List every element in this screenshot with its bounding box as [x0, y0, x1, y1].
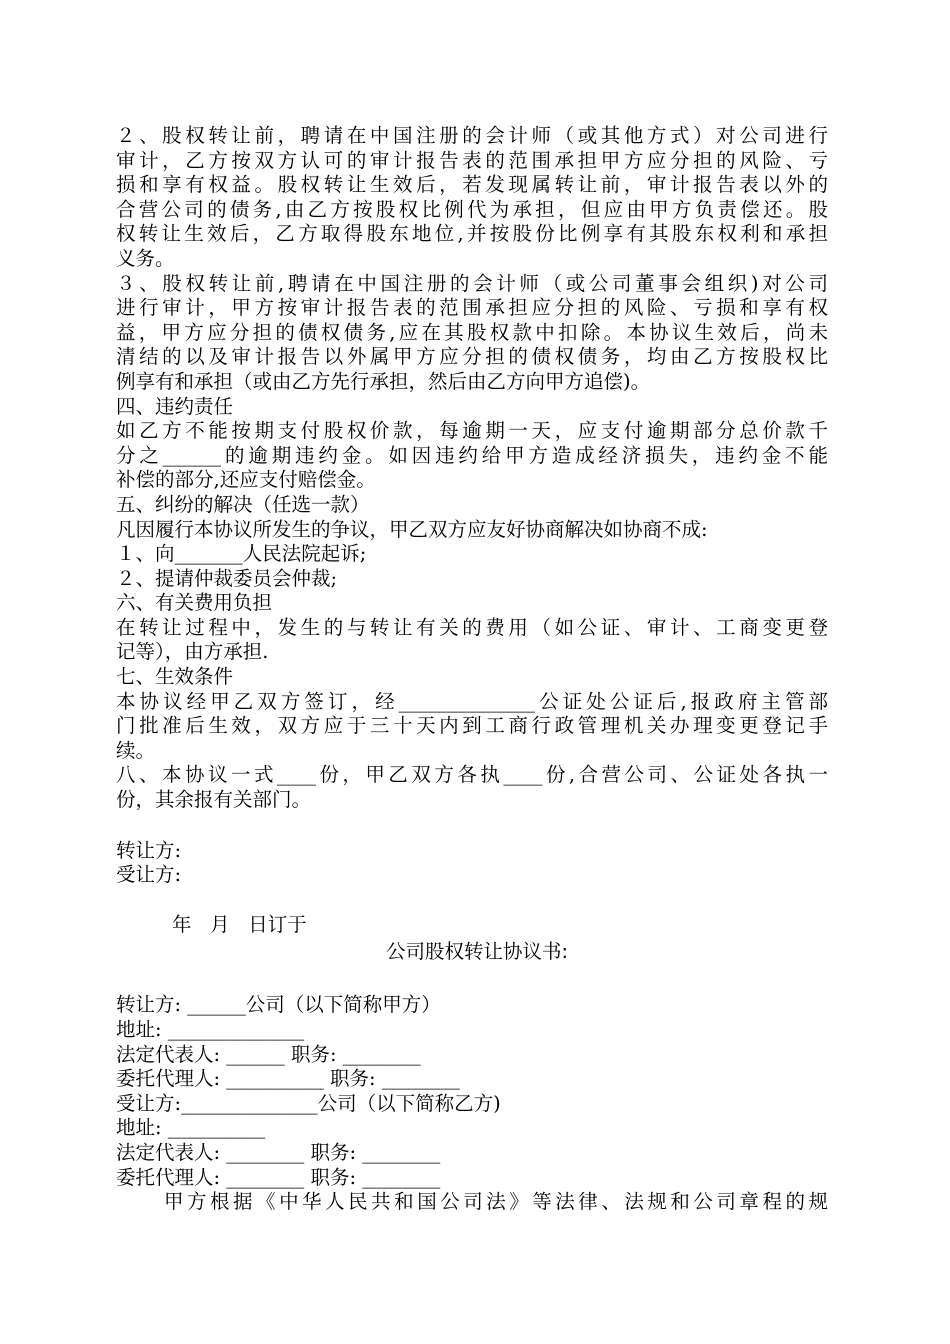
party-line: 地址: __________	[116, 1116, 266, 1140]
spacer	[116, 813, 828, 839]
date-line: 年 月 日订于	[172, 912, 307, 936]
clause-line: 合营公司的债务,由乙方按股权比例代为承担，但应由甲方负责偿还。股	[116, 197, 828, 221]
clause-line: ２、提请仲裁委员会仲裁;	[116, 566, 338, 590]
clause-line: 五、纠纷的解决（任选一款）	[116, 492, 370, 516]
closing-paragraph: 甲方根据《中华人民共和国公司法》等法律、法规和公司章程的规	[164, 1190, 828, 1214]
clause-line: 记等），由方承担.	[116, 640, 269, 664]
party-line: 转让方: ______公司（以下简称甲方）	[116, 993, 441, 1017]
clause-line: 八、本协议一式____份，甲乙双方各执____份,合营公司、公证处各执一	[116, 763, 828, 787]
document-page	[116, 124, 828, 1215]
party-line: 法定代表人: ________ 职务: ________	[116, 1140, 441, 1164]
agreement-title: 公司股权转让协议书:	[385, 940, 569, 964]
clause-line: 份，其余报有关部门。	[116, 788, 312, 812]
clause-line: 例享有和承担（或由乙方先行承担，然后由乙方向甲方追偿)。	[116, 369, 651, 393]
clause-line: 六、有关费用负担	[116, 591, 273, 615]
clause-line: 七、生效条件	[116, 665, 234, 689]
clause-line: 补偿的部分,还应支付赔偿金。	[116, 468, 376, 492]
party-line: 委托代理人: ________ 职务: ________	[116, 1165, 441, 1189]
clause-line: 分之______的逾期违约金。如因违约给甲方造成经济损失，违约金不能	[116, 443, 828, 467]
clause-line: 凡因履行本协议所发生的争议，甲乙双方应友好协商解决如协商不成:	[116, 517, 708, 541]
transferor-signature-label: 转让方:	[116, 838, 182, 862]
agreement-clauses	[116, 124, 828, 813]
transferee-signature-label: 受让方:	[116, 863, 182, 887]
clause-line: 门批准后生效，双方应于三十天内到工商行政管理机关办理变更登记手	[116, 714, 828, 738]
clause-line: ２、股权转让前，聘请在中国注册的会计师（或其他方式）对公司进行	[116, 124, 828, 147]
party-details	[116, 993, 828, 1190]
clause-line: 权转让生效后，乙方取得股东地位,并按股份比例享有其股东权利和承担	[116, 222, 828, 246]
clause-line: 续。	[116, 738, 156, 762]
clause-line: 益，甲方应分担的债权债务,应在其股权款中扣除。本协议生效后，尚未	[116, 320, 828, 344]
party-line: 委托代理人: __________ 职务: ________	[116, 1067, 460, 1091]
clause-line: 审计，乙方按双方认可的审计报告表的范围承担甲方应分担的风险、亏	[116, 148, 828, 172]
clause-line: 清结的以及审计报告以外属甲方应分担的债权债务，均由乙方按股权比	[116, 345, 828, 369]
clause-line: １、向_______人民法院起诉;	[116, 542, 367, 566]
clause-line: 义务。	[116, 246, 175, 270]
clause-line: 本协议经甲乙双方签订，经______________公证处公证后,报政府主管部	[116, 689, 828, 713]
clause-line: 如乙方不能按期支付股权价款，每逾期一天，应支付逾期部分总价款千	[116, 419, 828, 443]
spacer	[116, 888, 828, 911]
party-line: 法定代表人: ______ 职务: ________	[116, 1042, 421, 1066]
party-line: 地址: ______________	[116, 1018, 305, 1041]
clause-line: 进行审计，甲方按审计报告表的范围承担应分担的风险、亏损和享有权	[116, 296, 828, 320]
clause-line: 在转让过程中，发生的与转让有关的费用（如公证、审计、工商变更登	[116, 615, 828, 639]
clause-line: 四、违约责任	[116, 394, 234, 418]
party-line: 受让方:______________公司（以下简称乙方)	[116, 1091, 501, 1115]
clause-line: ３、股权转让前,聘请在中国注册的会计师（或公司董事会组织)对公司	[116, 271, 828, 295]
clause-line: 损和享有权益。股权转让生效后，若发现属转让前，审计报告表以外的	[116, 173, 828, 197]
